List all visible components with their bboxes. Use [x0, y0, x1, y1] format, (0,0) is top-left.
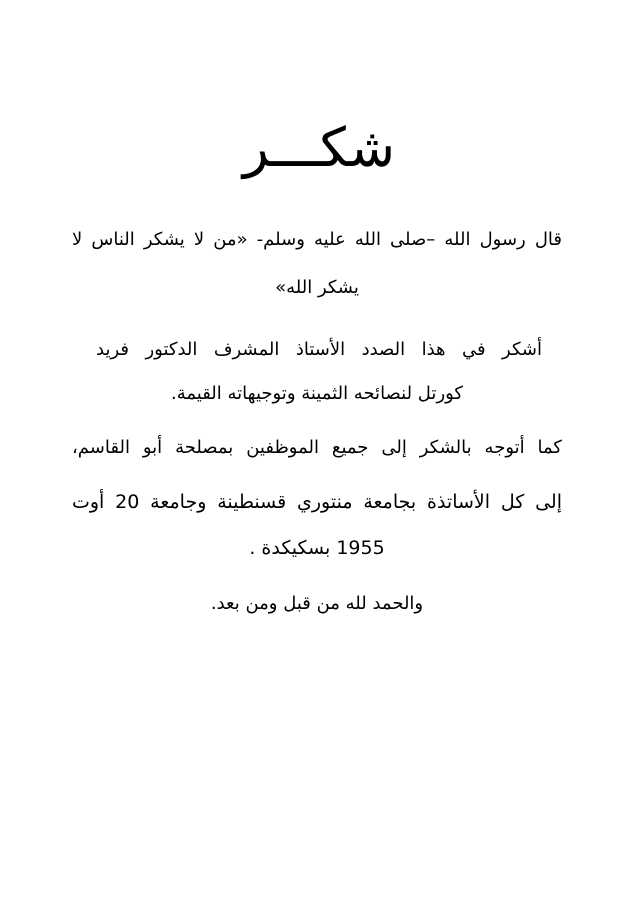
hadith-line-1: قال رسول الله –صلى الله عليه وسلم- «من لا يشكر الناس لا	[72, 229, 562, 250]
staff-line-1: كما أتوجه بالشكر إلى جميع الموظفين بمصلحة أبو القاسم،	[72, 437, 562, 458]
supervisor-line-1: أشكر في هذا الصدد الأستاذ المشرف الدكتور فريد	[96, 339, 542, 360]
closing-line: والحمد لله من قبل ومن بعد.	[210, 593, 424, 614]
professors-line-1: إلى كل الأساتذة بجامعة منتوري قسنطينة وجامعة 20 أوت	[72, 491, 562, 513]
page-title: شكـــر	[242, 116, 396, 179]
hadith-line-2: يشكر الله»	[275, 277, 359, 298]
supervisor-line-2: كورتل لنصائحه الثمينة وتوجيهاته القيمة.	[170, 383, 464, 404]
professors-line-2: 1955 بسكيكدة .	[249, 537, 385, 559]
